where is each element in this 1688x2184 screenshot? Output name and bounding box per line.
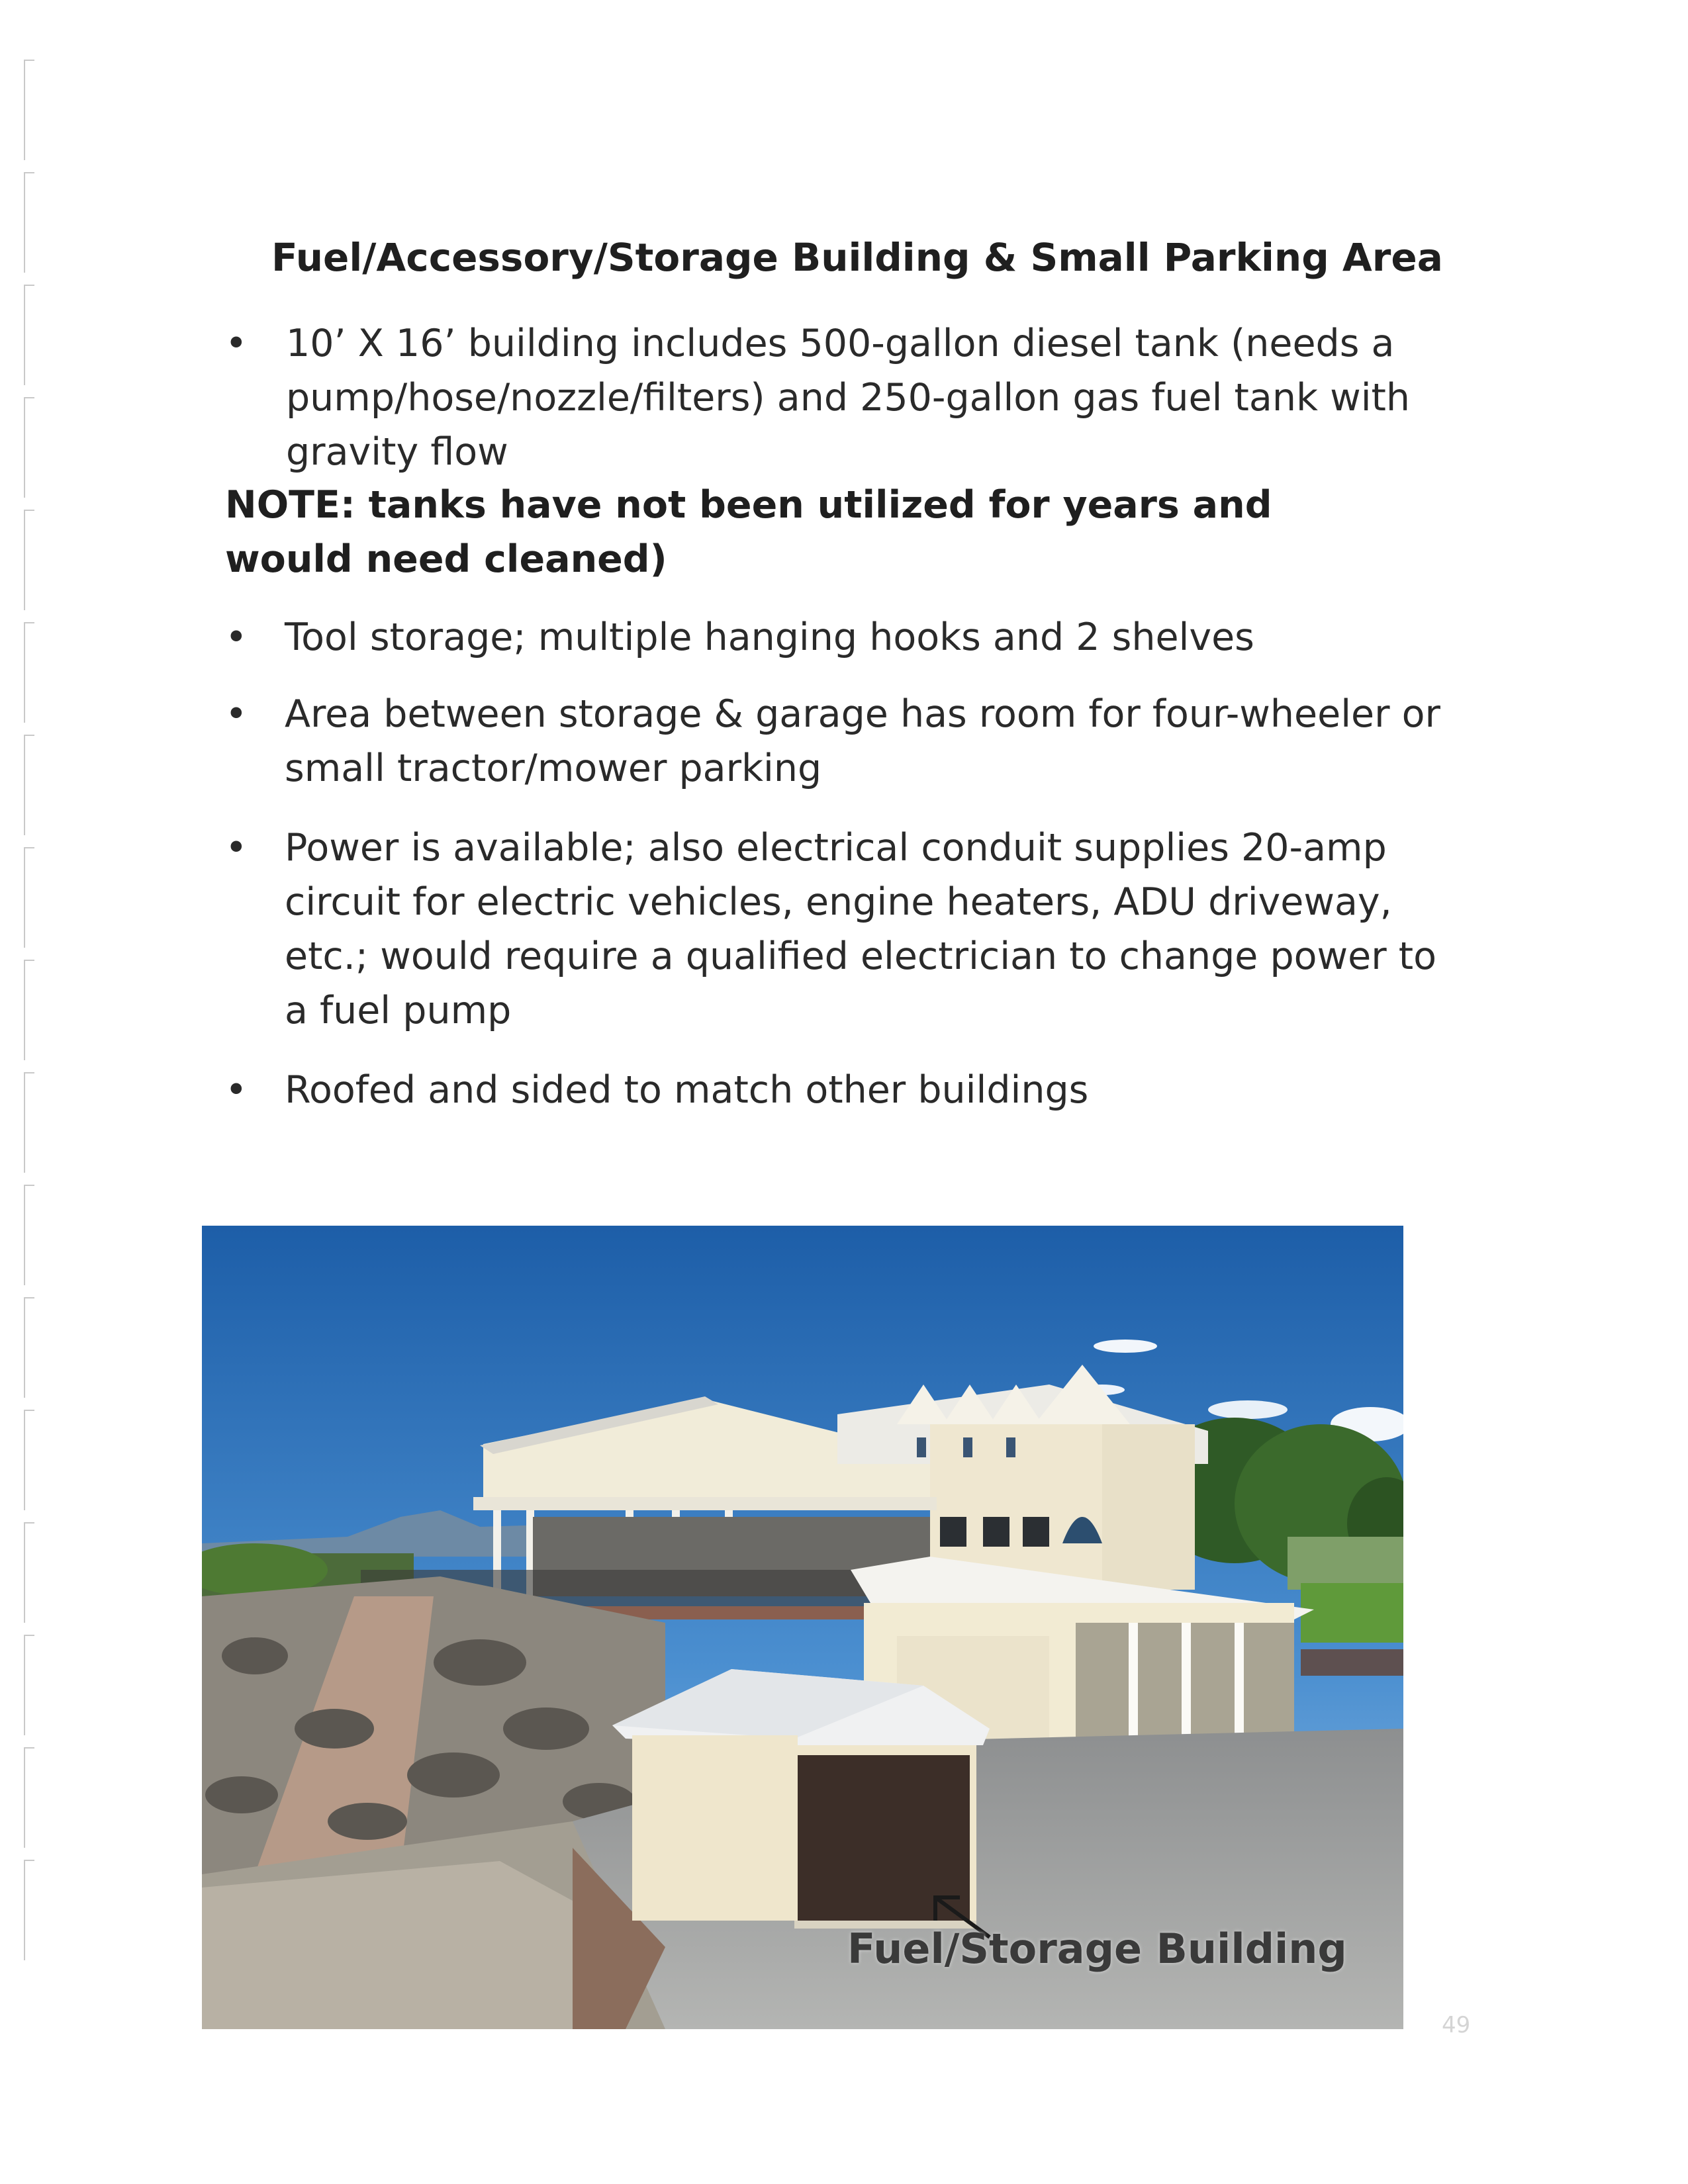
bullet-text: Power is available; also electrical conduit supplies 20-amp circuit for electric vehicles, engine heaters, ADU driveway, etc.; would require a qualified electrician to change power to a fuel pump [285, 826, 1436, 1032]
bullet-marker: • [225, 826, 248, 870]
page-title: Fuel/Accessory/Storage Building & Small Parking Area [271, 235, 1443, 280]
bullet-text: Roofed and sided to match other buildings [285, 1068, 1089, 1112]
bullet-marker: • [225, 1068, 248, 1112]
note-text: NOTE: tanks have not been utilized for years and would need cleaned) [225, 483, 1272, 581]
bullet-marker: • [225, 692, 248, 736]
bullet-text: Tool storage; multiple hanging hooks and 2 shelves [285, 615, 1254, 659]
binder-punch-marks [24, 60, 34, 2045]
bullet-marker: • [225, 615, 248, 659]
bullet-text: 10’ X 16’ building includes 500-gallon diesel tank (needs a pump/hose/nozzle/filters) and 250-gallon gas fuel tank with gravity flow [286, 322, 1411, 474]
property-photo [202, 1226, 1403, 2029]
bullet-marker: • [225, 322, 248, 365]
photo-caption: Fuel/Storage Building [847, 1925, 1347, 1973]
bullet-text: Area between storage & garage has room for four-wheeler or small tractor/mower parking [285, 692, 1440, 790]
page-number: 49 [1442, 2012, 1471, 2038]
